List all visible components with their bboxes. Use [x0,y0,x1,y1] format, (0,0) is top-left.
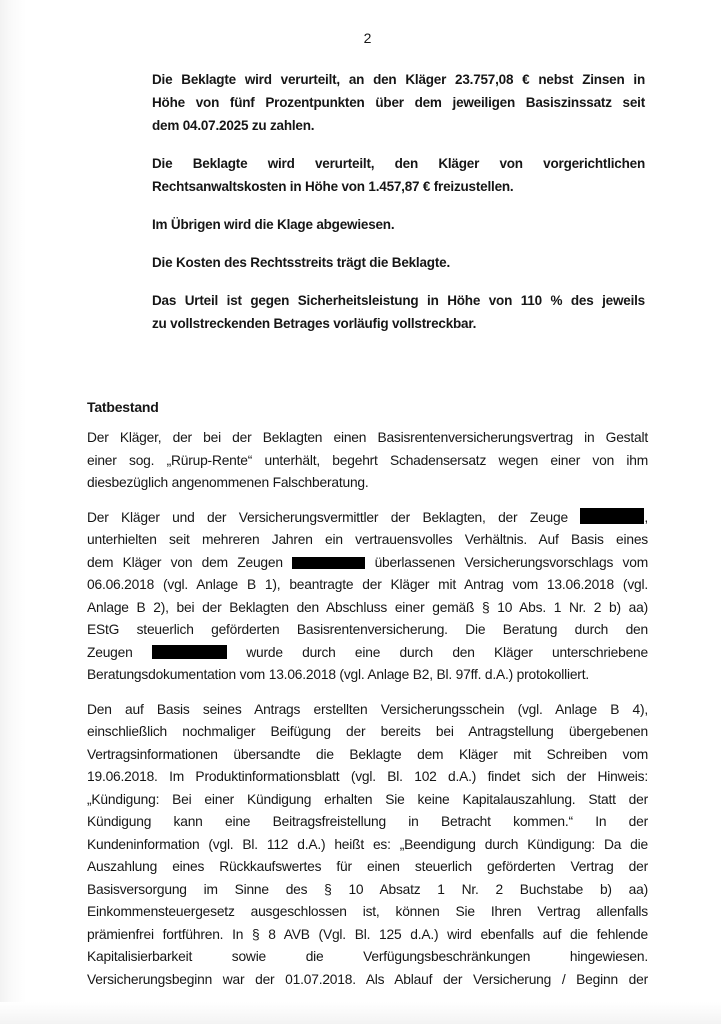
text-line: Basisversorgung im Sinne des § 10 Absatz 1 Nr. 2 Buchstabe b) aa) [87,881,648,897]
paragraph [152,68,645,137]
text-line: Anlage B 2), bei der Beklagten den Abschluss einer gemäß § 10 Abs. 1 Nr. 2 b) aa) [87,599,648,615]
page-number: 2 [363,30,372,46]
text-line: Die Beklagte wird verurteilt, den Kläger von vorgerichtlichen [152,156,645,171]
paragraph [87,699,648,992]
redaction-box [152,645,227,659]
text-line: Die Beklagte wird verurteilt, an den Kläger 23.757,08 € nebst Zinsen in [152,72,645,87]
text-line: Versicherungsbeginn war der 01.07.2018. Als Ablauf der Versicherung / Beginn der [87,971,648,987]
text-line: Die Kosten des Rechtsstreits trägt die Beklagte. [152,255,450,270]
text-line: einer sog. „Rürup-Rente“ unterhält, begehrt Schadensersatz wegen einer von ihm [87,452,648,468]
scan-edge-bottom [0,1002,721,1024]
text-line: „Kündigung: Bei einer Kündigung erhalten Sie keine Kapitalauszahlung. Statt der [87,791,648,807]
scan-edge-left [0,0,26,1024]
paragraph [152,152,645,198]
paragraph [152,251,645,274]
text-line: Kündigung kann eine Beitragsfreistellung in Betracht kommen.“ In der [87,814,648,829]
text-line: zu vollstreckenden Betrages vorläufig vollstreckbar. [152,316,477,331]
text-line: Beratungsdokumentation vom 13.06.2018 (vgl. Anlage B2, Bl. 97ff. d.A.) protokolliert. [87,667,589,682]
text-line: Im Übrigen wird die Klage abgewiesen. [152,217,395,232]
redaction-box [292,557,365,569]
text-line: Der Kläger und der Versicherungsvermittler der Beklagten, der Zeuge , [87,509,648,525]
paragraph [152,289,645,335]
text-line: Den auf Basis seines Antrags erstellten Versicherungsschein (vgl. Anlage B 4), [87,701,648,717]
tatbestand-section [87,396,648,1003]
tenor-section [152,68,645,350]
text-line: 19.06.2018. Im Produktinformationsblatt (vgl. Bl. 102 d.A.) findet sich der Hinweis: [87,769,648,784]
text-line: einschließlich nochmaliger Beifügung der bereits bei Antragstellung übergebenen [87,724,648,739]
text-line: Zeugen wurde durch eine durch den Kläger unterschriebene [87,644,648,660]
text-line: unterhielten seit mehreren Jahren ein vertrauensvolles Verhältnis. Auf Basis eines [87,532,648,547]
text-line: Das Urteil ist gegen Sicherheitsleistung in Höhe von 110 % des jeweils [152,293,645,308]
paragraph [87,507,648,687]
text-line: Einkommensteuergesetz ausgeschlossen ist, können Sie Ihren Vertrag allenfalls [87,904,648,919]
text-line: prämienfrei fortführen. In § 8 AVB (Vgl. Bl. 125 d.A.) wird ebenfalls auf die fehlende [87,926,648,942]
text-line: 06.06.2018 (vgl. Anlage B 1), beantragte der Kläger mit Antrag vom 13.06.2018 (vgl. [87,577,648,592]
text-line: dem Kläger von dem Zeugen überlassenen Versicherungsvorschlags vom [87,554,648,570]
paragraph [152,213,645,236]
text-line: Kapitalisierbarkeit sowie die Verfügungsbeschränkungen hingewiesen. [87,949,648,964]
text-line: Höhe von fünf Prozentpunkten über dem jeweiligen Basiszinssatz seit [152,95,645,110]
paragraph [87,427,648,495]
tatbestand-body [87,427,648,991]
text-line: Auszahlung eines Rückkaufswertes für einen steuerlich geförderten Vertrag der [87,859,648,874]
text-line: Kundeninformation (vgl. Bl. 112 d.A.) heißt es: „Beendigung durch Kündigung: Da die [87,836,648,852]
text-line: Der Kläger, der bei der Beklagten einen Basisrentenversicherungsvertrag in Gestalt [87,430,648,445]
text-line: Vertragsinformationen übersandte die Beklagte dem Kläger mit Schreiben vom [87,746,648,762]
tatbestand-heading: Tatbestand [87,399,159,415]
redaction-box [580,508,644,524]
text-line: Rechtsanwaltskosten in Höhe von 1.457,87 € freizustellen. [152,179,514,194]
text-line: dem 04.07.2025 zu zahlen. [152,118,315,133]
text-line: EStG steuerlich geförderten Basisrentenversicherung. Die Beratung durch den [87,622,648,637]
text-line: diesbezüglich angenommenen Falschberatung. [87,475,369,490]
